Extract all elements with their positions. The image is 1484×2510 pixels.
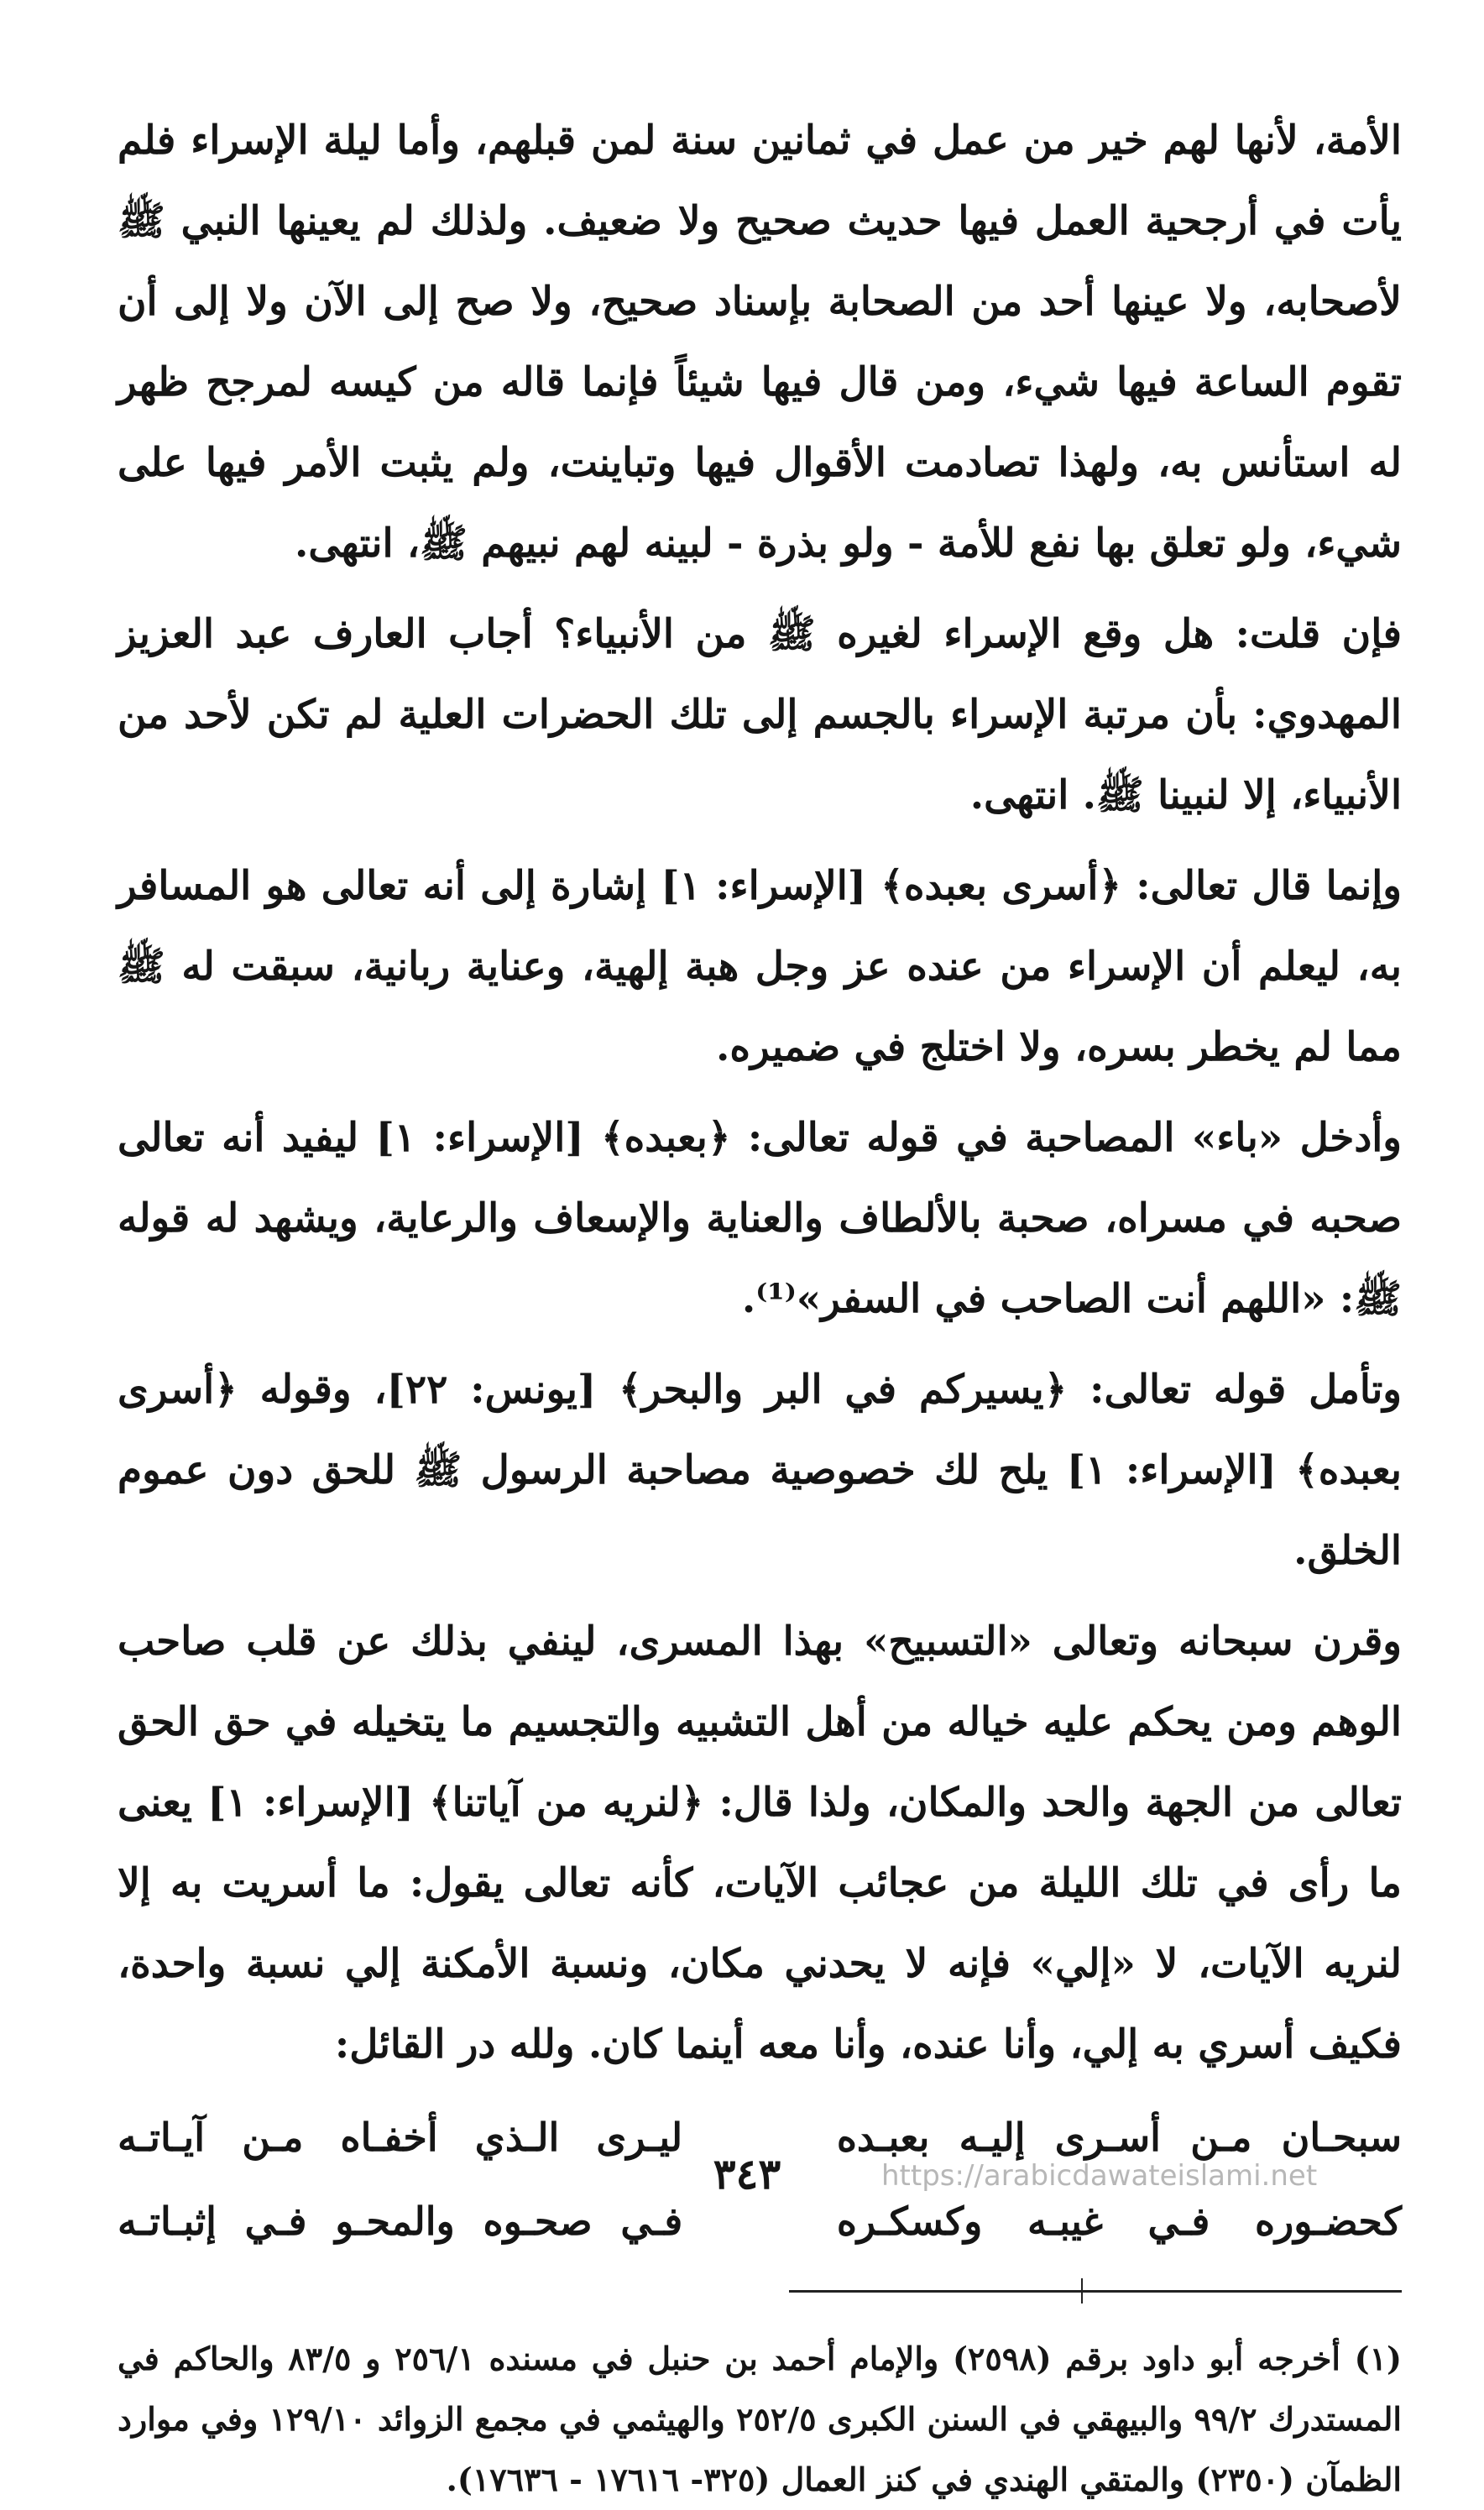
paragraph-4: وأدخل «باء» المصاحبة في قوله تعالى: ﴿بعبده﴾ [الإسراء: ١] ليفيد أنه تعالى صحبه في مسراه، صحبة بالألطاف والعناية والإسعاف والرعاية، ويشهد له قوله ﷺ: «اللهم أنت الصاحب في السفر»⁽¹⁾. [118,1115,1403,1322]
book-page [118,101,1403,2498]
footnote-separator [118,2278,1402,2329]
footnote: (١) أخرجه أبو داود برقم (٢٥٩٨) والإمام أحمد بن حنبل في مسنده ٢٥٦/١ و ٨٣/٥ والحاكم في المستدرك ٩٩/٢ والبيهقي في السنن الكبرى ٢٥٢/٥ والهيثمي في مجمع الزوائد ١٢٩/١٠ وفي موارد الظمآن (٢٣٥٠) والمتقي الهندي في كنز العمال (٣٢٥- ١٧٦١٦ - ١٧٦٣٦). [118,2340,1402,2498]
rule-tick-mark [1081,2278,1083,2303]
paragraph-1: الأمة، لأنها لهم خير من عمل في ثمانين سنة لمن قبلهم، وأما ليلة الإسراء فلم يأت في أرجحية العمل فيها حديث صحيح ولا ضعيف. ولذلك لم يعينها النبي ﷺ لأصحابه، ولا عينها أحد من الصحابة بإسناد صحيح، ولا صح إلى الآن ولا إلى أن تقوم الساعة فيها شيء، ومن قال فيها شيئاً فإنما قاله من كيسه لمرجح ظهر له استأنس به، ولهذا تصادمت الأقوال فيها وتباينت، ولم يثبت الأمر فيها على شيء، ولو تعلق بها نفع للأمة - ولو بذرة - لبينه لهم نبيهم ﷺ، انتهى. [118,118,1402,567]
poem-hemistich-second: فـي صحـوه والمحـو فـي إثبـاتـه [118,2199,683,2244]
poem-hemistich-second: ليـرى الـذي أخفـاه مـن آيـاتـه [118,2115,683,2160]
paragraph-6: وقرن سبحانه وتعالى «التسبيح» بهذا المسرى، لينفي بذلك عن قلب صاحب الوهم ومن يحكم عليه خياله من أهل التشبيه والتجسيم ما يتخيله في حق الحق تعالى من الجهة والحد والمكان، ولذا قال: ﴿لنريه من آياتنا﴾ [الإسراء: ١] يعنى ما رأى في تلك الليلة من عجائب الآيات، كأنه تعالى يقول: ما أسريت به إلا لنريه الآيات، لا «إلي» فإنه لا يحدني مكان، ونسبة الأمكنة إلي نسبة واحدة، فكيف أسري به إلي، وأنا عنده، وأنا معه أينما كان. ولله در القائل: [118,1618,1402,2068]
paragraph-2: فإن قلت: هل وقع الإسراء لغيره ﷺ من الأنبياء؟ أجاب العارف عبد العزيز المهدوي: بأن مرتبة الإسراء بالجسم إلى تلك الحضرات العلية لم تكن لأحد من الأنبياء، إلا لنبينا ﷺ. انتهى. [118,611,1402,818]
watermark-url: https://arabicdawateislami.net [881,2159,1318,2193]
footnote-rule [789,2290,1402,2293]
poem-hemistich-first: سبحـان مـن أسـرى إليـه بعبـده [836,2115,1402,2160]
poem-hemistich-first: كحضـوره فـي غيبـه وكسكـره [836,2199,1402,2244]
paragraph-5: وتأمل قوله تعالى: ﴿يسيركم في البر والبحر﴾ [يونس: ٢٢]، وقوله ﴿أسرى بعبده﴾ [الإسراء: ١] يلح لك خصوصية مصاحبة الرسول ﷺ للحق دون عموم الخلق. [118,1367,1402,1574]
paragraph-3: وإنما قال تعالى: ﴿أسرى بعبده﴾ [الإسراء: ١] إشارة إلى أنه تعالى هو المسافر به، ليعلم أن الإسراء من عنده عز وجل هبة إلهية، وعناية ربانية، سبقت له ﷺ مما لم يخطر بسره، ولا اختلج في ضميره. [118,863,1402,1070]
page-number: ٣٤٣ [713,2149,781,2199]
